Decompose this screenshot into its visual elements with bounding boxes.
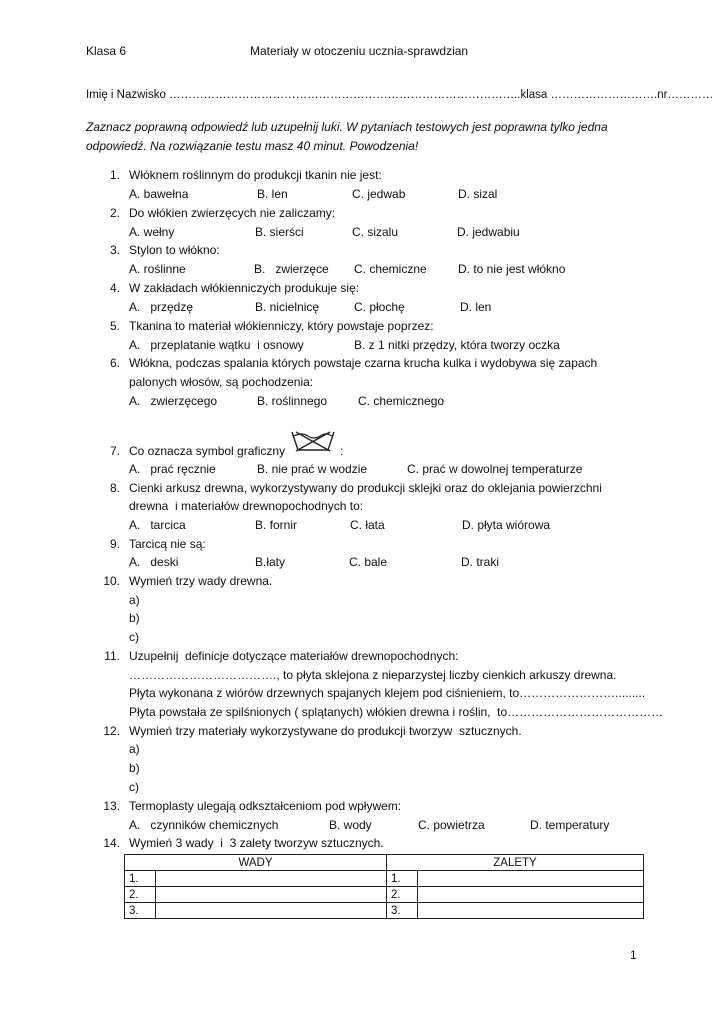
- question-number: 10.: [103, 574, 120, 588]
- answer-d: D. to nie jest włókno: [458, 262, 566, 276]
- answer-a: A. prać ręcznie: [129, 462, 216, 476]
- answer-d: D. płyta wiórowa: [462, 518, 551, 532]
- question-number: 4.: [109, 281, 120, 295]
- column-header-advantages: ZALETY: [387, 855, 644, 871]
- answer-d: D. traki: [461, 555, 500, 569]
- answer-c: C. płochę: [354, 300, 405, 314]
- question-text: Termoplasty ulegają odkształceniom pod wpływem:: [129, 799, 402, 813]
- table-row: [125, 871, 644, 887]
- no-wash-symbol-icon: [290, 430, 336, 452]
- question-number: 3.: [109, 243, 120, 257]
- name-line: Imię i Nazwisko ………………………………………………………………………………..klasa ……………………….nr…………: [86, 89, 714, 101]
- column-header-defects: WADY: [125, 855, 387, 871]
- answer-c: C. chemiczne: [354, 262, 427, 276]
- answer-a: A. bawełna: [129, 187, 189, 201]
- answer-c: C. jedwab: [352, 187, 406, 201]
- question-number: 11.: [104, 649, 120, 663]
- answer-a: A. przędzę: [129, 300, 194, 314]
- question-text-line-2: drewna i materiałów drewnopochodnych to:: [129, 499, 364, 513]
- answer-b: B. nie prać w wodzie: [257, 462, 368, 476]
- answer-c: C. bale: [349, 555, 388, 569]
- instructions-line-2: odpowiedź. Na rozwiązanie testu masz 40 minut. Powodzenia!: [86, 139, 419, 153]
- answer-c: C. łata: [350, 518, 385, 532]
- answer-b: B. nicielnicę: [255, 300, 320, 314]
- blank-b: b): [129, 611, 140, 625]
- question-number: 8.: [109, 481, 120, 495]
- advantage-cell[interactable]: [418, 871, 644, 887]
- answer-c: C. prać w dowolnej temperaturze: [407, 462, 583, 476]
- advantage-cell[interactable]: [418, 887, 644, 903]
- answer-d: D. jedwabiu: [457, 225, 520, 239]
- answer-c: C. sizalu: [352, 225, 399, 239]
- answer-a: A. deski: [129, 555, 179, 569]
- defect-cell[interactable]: [156, 887, 387, 903]
- defect-cell[interactable]: [156, 871, 387, 887]
- question-text: Wymień 3 wady i 3 zalety tworzyw sztucznych.: [129, 836, 384, 850]
- answer-a: A. przeplatanie wątku i osnowy: [129, 338, 304, 352]
- question-text: W zakładach włókienniczych produkuje się:: [129, 281, 360, 295]
- question-text-line-1: Włókna, podczas spalania których powstaje czarna krucha kulka i wydobywa się zapach: [129, 356, 598, 370]
- question-number: 7.: [109, 444, 120, 458]
- question-number: 1.: [109, 168, 120, 182]
- advantage-cell[interactable]: [418, 903, 644, 919]
- row-number: 2.: [125, 887, 156, 903]
- question-colon: :: [340, 444, 344, 458]
- row-number: 1.: [125, 871, 156, 887]
- answer-a: A. zwierzęcego: [129, 394, 218, 408]
- answer-b: B. fornir: [255, 518, 298, 532]
- question-text: Wymień trzy materiały wykorzystywane do produkcji tworzyw sztucznych.: [129, 724, 522, 738]
- blank-a: a): [129, 593, 140, 607]
- blank-c: c): [129, 780, 139, 794]
- answer-b: B. wody: [329, 818, 372, 832]
- question-number: 2.: [109, 206, 120, 220]
- answer-a: A. roślinne: [129, 262, 186, 276]
- header-class: Klasa 6: [86, 44, 127, 58]
- instructions-line-1: Zaznacz poprawną odpowiedź lub uzupełnij luki. W pytaniach testowych jest poprawna tylko jedna: [86, 120, 608, 134]
- answer-c: C. chemicznego: [358, 394, 445, 408]
- answer-c: C. powietrza: [418, 818, 485, 832]
- question-number: 14.: [103, 836, 120, 850]
- page-number: 1: [630, 948, 637, 962]
- answer-d: D. sizal: [458, 187, 498, 201]
- answer-a: A. tarcica: [129, 518, 186, 532]
- question-text: Uzupełnij definicje dotyczące materiałów drewnopochodnych:: [129, 649, 459, 663]
- definition-line-1: ………………………………., to płyta sklejona z nieparzystej liczby cienkich arkuszy drewna.: [129, 668, 617, 682]
- blank-a: a): [129, 742, 140, 756]
- row-number: 1.: [387, 871, 418, 887]
- question-number: 5.: [109, 319, 120, 333]
- defect-cell[interactable]: [156, 903, 387, 919]
- answer-b: B. z 1 nitki przędzy, która tworzy oczka: [354, 338, 560, 352]
- question-text: Włóknem roślinnym do produkcji tkanin nie jest:: [129, 168, 382, 182]
- blank-c: c): [129, 630, 139, 644]
- answer-b: B.łaty: [255, 555, 286, 569]
- question-text: Tkanina to materiał włókienniczy, który powstaje poprzez:: [129, 319, 434, 333]
- question-number: 12.: [103, 724, 120, 738]
- row-number: 2.: [387, 887, 418, 903]
- answer-d: D. temperatury: [530, 818, 610, 832]
- answer-b: B. roślinnego: [257, 394, 328, 408]
- question-text: Tarcicą nie są:: [129, 537, 206, 551]
- answer-a: A. wełny: [129, 225, 175, 239]
- answer-b: B. sierści: [255, 225, 304, 239]
- definition-line-2: Płyta wykonana z wiórów drzewnych spajanych klejem pod ciśnieniem, to…………………….........: [129, 686, 646, 700]
- defects-advantages-table: [124, 854, 644, 919]
- table-row: [125, 887, 644, 903]
- answer-b: B. len: [257, 187, 288, 201]
- row-number: 3.: [125, 903, 156, 919]
- header-title: Materiały w otoczeniu ucznia-sprawdzian: [250, 44, 469, 58]
- question-number: 9.: [109, 537, 120, 551]
- table-header-row: [125, 855, 644, 871]
- question-text: Stylon to włókno:: [129, 243, 220, 257]
- table-row: [125, 903, 644, 919]
- question-text: Do włókien zwierzęcych nie zaliczamy:: [129, 206, 336, 220]
- row-number: 3.: [387, 903, 418, 919]
- answer-a: A. czynników chemicznych: [129, 818, 279, 832]
- question-text-line-1: Cienki arkusz drewna, wykorzystywany do produkcji sklejki oraz do oklejania powierzchni: [129, 481, 602, 495]
- answer-d: D. len: [460, 300, 492, 314]
- question-text: Co oznacza symbol graficzny: [129, 444, 286, 458]
- question-number: 6.: [109, 356, 120, 370]
- answer-b: B. zwierzęce: [254, 262, 329, 276]
- blank-b: b): [129, 761, 140, 775]
- definition-line-3: Płyta powstała ze spilśnionych ( splątanych) włókien drewna i roślin, to…………………………………: [129, 705, 664, 719]
- question-number: 13.: [103, 799, 120, 813]
- question-text: Wymień trzy wady drewna.: [129, 574, 273, 588]
- question-text-line-2: palonych włosów, są pochodzenia:: [129, 375, 314, 389]
